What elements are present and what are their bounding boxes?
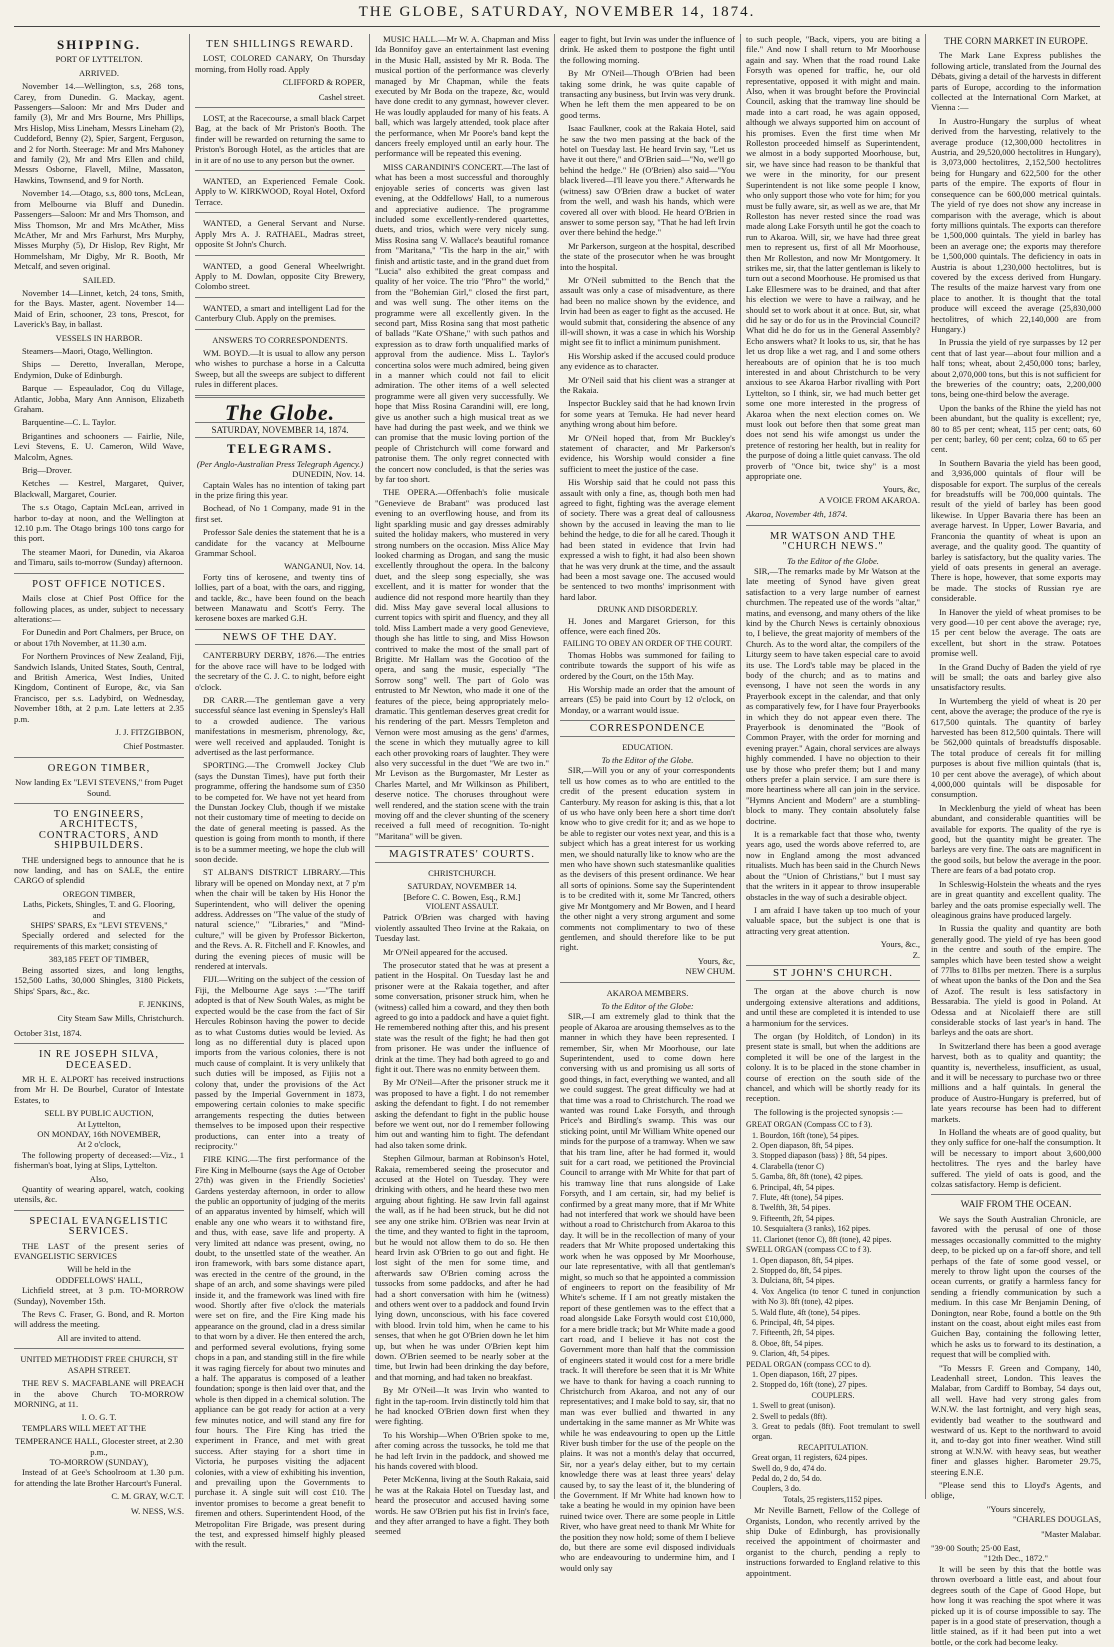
corn-paragraph: In Hanover the yield of wheat promises to be very good—10 per cent above the average; rye, 15 per cent below the average. The oats are excellent, but short in the straw. Potatoes promise well. xyxy=(931,606,1101,659)
shipping-heading: SHIPPING. xyxy=(56,37,142,52)
separator xyxy=(195,297,365,298)
letter-yours: Yours, &c, xyxy=(882,484,920,495)
court-text: Isaac Faulkner, cook at the Rakaia Hotel, said he saw the two men passing at the back of the hotel on Tuesday last. He heard Irvin say, "Let us have it out there," and O'Brien said—"No, we'll go behind the hedge." He (O'Brien) also said—"You black livered—I'll leave you there." Afterwards he (witness) saw O'Brien draw a bucket of water from the well, and wash his hands, which were covered all over with blood. He heard O'Brien in answer to some person say, "That he had left Irvin over there behind the hedge." xyxy=(560,123,735,238)
organ-stop: 3. Stopped diapason (bass) } 8ft, 54 pipes. xyxy=(752,1151,888,1161)
court-text: Inspector Buckley said that he had known Irvin for some years at Temuka. He had never heard anything wrong about him before. xyxy=(560,398,735,430)
evangelistic-invite: All are invited to attend. xyxy=(57,1332,141,1343)
column-1 xyxy=(14,34,184,1516)
recap-row: Couplers, 3 do. xyxy=(752,1484,801,1494)
separator xyxy=(931,1194,1101,1195)
post-signature: J. J. FITZGIBBON, xyxy=(115,726,184,737)
silva-at: At Lyttelton, xyxy=(77,1118,121,1129)
evangelistic-hall: ODDFELLOWS' HALL, xyxy=(55,1274,143,1285)
letter-text: SIR,—The remarks made by Mr Watson at the late meeting of Synod have given great satisfaction to a very large number of earnest churchmen. The repeated use of the words "altar," matins, and evensong, and many others of the like kind by the Church News is certainly obnoxious to, I believe, the great majority of members of the Church. As to the word altar, the compilers of the Liturgy seem to have taken especial care to avoid its use. The Lord's table may be placed in the body of the church; and as to matins and evensong, I have not seen the words in any Prayerbook except in the calendar, and that only as comparatively few, for I have four Prayerbooks in which they do not appear even there. The Prayerbook is denominated the "Book of Common Prayer, with the order for morning and evening prayer." Again, choral services are always highly commended. I have no objection to their use by those who prefer them; but I and many others prefer a plain service. I am sure there is more heartiness where all can join in the service. "Hymns Ancient and Modern" are a stumbling-block to many. They contain absolutely false doctrine. xyxy=(746,565,920,826)
shipping-note: The s.s Otago, Captain McLean, arrived in harbor to-day at noon, and the Wellington at 12.10 p.m. The Otago brings 100 tons cargo for this port. xyxy=(14,502,184,544)
oregon-heading: OREGON TIMBER, xyxy=(47,762,151,774)
letter-date: Akaroa, November 4th, 1874. xyxy=(746,509,848,520)
methodist-heading: UNITED METHODIST FREE CHURCH, ST ASAPH STREET. xyxy=(20,1354,178,1375)
waif-date: "12th Dec., 1872." xyxy=(983,1553,1049,1564)
organ-stop: 5. Wald flute, 4ft (tone), 54 pipes. xyxy=(752,1307,861,1317)
telegram-item: Professor Sale denies the statement that he is a candidate for the vacancy at Melbourne Grammar School. xyxy=(195,527,365,559)
news-heading: NEWS OF THE DAY. xyxy=(195,629,365,645)
court-text: His Worship said that he could not pass this assault with only a fine, as, though both men had agreed to fight, fighting was the average element of society. There was a great deal of callousness shown by the accused in leaving the man to lie behind the hedge, to die for all he cared. Though it had been stated in evidence that Irvin had expressed a wish to fight, it had also been shown that he was very drunk at the time, and the assault had been a most savage one. The accused would be sentenced to two months' imprisonment with hard labor. xyxy=(560,477,735,602)
watson-heading: MR WATSON AND THE "CHURCH NEWS." xyxy=(770,530,896,553)
letter-text: I am afraid I have taken up too much of your valuable space, but the subject is one that is attracting very great attention. xyxy=(746,904,920,936)
column-divider xyxy=(925,34,926,1499)
magistrates-heading: MAGISTRATES' COURTS. xyxy=(375,846,549,862)
magistrates-date: SATURDAY, NOVEMBER 14. xyxy=(407,881,517,892)
letter-signature: Z. xyxy=(912,949,920,960)
recap-row: Great organ, 11 registers, 624 pipes. xyxy=(752,1453,868,1463)
separator xyxy=(14,573,184,574)
silva-also: Also, xyxy=(89,1173,109,1184)
globe-title: The Globe. xyxy=(224,399,336,425)
silva-time: At 2 o'clock, xyxy=(77,1139,121,1150)
column-divider xyxy=(740,34,741,1499)
organ-stop: 1. Bourdon, 16ft (tone), 54 pipes. xyxy=(752,1130,859,1140)
letter-signature: A VOICE FROM AKAROA. xyxy=(818,494,920,505)
separator xyxy=(195,395,365,398)
drunk-text: H. Jones and Margaret Grierson, for this offence, were each fined 20s. xyxy=(560,615,735,636)
organ-stop: 4. Clarabella (tenor C) xyxy=(752,1161,824,1171)
recap-totals: Totals, 25 registers,1152 pipes. xyxy=(783,1494,883,1504)
sailed-entry: November 14—Linnet, ketch, 24 tons, Smith, for the Bays. Master, agent. November 14—Maid of Erin, schooner, 23 tons, Prescot, for Laverick's Bay, in ballast. xyxy=(14,287,184,330)
waif-paragraph: "Please send this to Lloyd's Agents, and oblige, xyxy=(931,1480,1101,1501)
waif-position: "39·00 South; 25·00 East, xyxy=(931,1543,1021,1554)
top-rule xyxy=(14,26,1100,27)
waif-paragraph: We says the South Australian Chronicle, are favored with the perusal of one of those messages occasionally committed to the mighty deep, to be picked up on a far-off shore, and tell perhaps of the fate of some good vessel, or merely to throw light upon the courses of the ocean currents, or gratify a harmless fancy for sending a friendly communication by such a medium. In this case Mr Benjamin Dening, of Donington, near Robe, found a bottle on the 9th instant on the coast, about eight miles east from Guichen Bay, containing the following letter, which he asks us to forward to its destination, a request that will be complied with. xyxy=(931,1213,1101,1360)
news-item: MISS CARANDINI'S CONCERT.—The last of what has been a most successful and thoroughly enjoyable series of concerts was given last evening, at the Oddfellows' Hall, to a numerous and appreciative audience. The programme included some excellently-rendered quartettes, duets, and trios, which were very nicely sung. Miss Rosina sang V. Wallace's beautiful romance from "Maritana," "Tis the harp in the air," with finish and artistic taste, and in the grand duet from "Lucia" also exhibited the great compass and quality of her voice. The trio "Phro'" the world," from the "Bohemian Girl," closed the first part, and was well sung. The other items on the programme were all excellently given. In the second part, Miss Rosina sang that most pathetic of ballads "Kate O'Shane," with such pathos and expression as to draw forth unqualified marks of approval from the audience. Miss L. Taylor's concertina solos were much admired, being given in a manner which could not fail to elicit admiration. The other items of a well selected programme were all given very successfully. We hope that Miss Rosina Carandini will, ere long, give us another such a high musical treat as we have had during the past week, and we think we can promise that the music loving portion of the people of Christchurch will come forward and patronise them. The only regret connected with the concert now concluded, is that the series was by far too short. xyxy=(375,161,549,485)
news-item: DR CARR.—The gentleman gave a very successful séance last evening in Spensley's Hall to a crowded audience. The various manifestations in mesmerism, phrenology, &c, were well received and applauded. Tonight is advertised as the last performance. xyxy=(195,694,365,757)
answers-heading: ANSWERS TO CORRESPONDENTS. xyxy=(212,334,348,345)
separator xyxy=(14,1043,184,1044)
engineers-heading: TO ENGINEERS, ARCHITECTS, CONTRACTORS, AND SHIPBUILDERS. xyxy=(38,809,160,852)
templars-tomorrow: TO-MORROW (SUNDAY), xyxy=(49,1456,149,1467)
methodist-text: THE REV S. MACFABLANE will PREACH in the above Church TO-MORROW MORNING, at 11. xyxy=(14,1378,184,1409)
letter-text: It is a remarkable fact that those who, twenty years ago, used the words above referred to, are now in England among the most advanced ritualists. Much has been said in the Church News about the "Union of Christians," but I must say that the writers in it appear to throw insuperable obstacles in the way of such a desirable object. xyxy=(746,829,920,902)
waif-signature-title: "Master Malabar. xyxy=(1041,1528,1101,1539)
globe-date: SATURDAY, NOVEMBER 14, 1874. xyxy=(195,422,365,438)
separator xyxy=(746,525,920,526)
waif-paragraph: It will be seen by this that the bottle was thrown overboard a little east, and about four degrees south of the Cape of Good Hope, but how long it was reaching the spot where it was picked up it is of course impossible to say. The paper is in a good state of preservation, though a little stained, as if it had been put into a wet bottle, or the cork had become leaky. xyxy=(931,1563,1101,1647)
separator xyxy=(14,803,184,804)
corn-paragraph: In Holland the wheats are of good quality, but they only suffice for one-half the consumption. It will be necessary to import about 3,600,000 hectolitres. The ryes and the barley have suffered. The yield of oats is good, and the colzas satisfactory. Hemp is deficient. xyxy=(931,1127,1101,1190)
evangelistic-heading: SPECIAL EVANGELISTIC SERVICES. xyxy=(29,1215,169,1238)
akaroa-heading: AKAROA MEMBERS. xyxy=(606,987,689,998)
laths-line: Laths, Pickets, Shingles, T. and G. Flooring, xyxy=(23,899,175,910)
silva-apparel: Quantity of wearing apparel, watch, cooking utensils, &c. xyxy=(14,1184,184,1205)
organ-stop: 5. Gamba, 8ft, 8ft (tone), 42 pipes. xyxy=(752,1172,863,1182)
feet-line: 383,185 FEET OF TIMBER, xyxy=(48,954,150,965)
harbor-entry: Brigantines and schooners — Fairlie, Nile, Levi Stevens, E. U. Cameron, Wild Wave, Malcolm, Agnes. xyxy=(14,430,184,462)
oct-date: October 31st, 1874. xyxy=(14,1027,82,1038)
masthead: THE GLOBE, SATURDAY, NOVEMBER 14, 1874. xyxy=(358,4,756,20)
corn-paragraph: In Schleswig-Holstein the wheats and the ryes are in great quantity and excellent quality. The barley and the oats promise especially well. The oleaginous grains have produced largely. xyxy=(931,878,1101,920)
organ-stop: 8. Oboe, 8ft, 54 pipes. xyxy=(752,1338,824,1348)
court-text: His Worship asked if the accused could produce any evidence as to character. xyxy=(560,350,735,372)
reward-text: LOST, COLORED CANARY, On Thursday morning, from Holly road. Apply xyxy=(195,53,365,74)
feet-text: Being assorted sizes, and long lengths, 152,500 Laths, 30,000 Shingles, 3180 Pickets, Ships' Spars, &c., &c. xyxy=(14,964,184,996)
court-text: By Mr O'Neil—Though O'Brien had been taking some drink, he was quite capable of transacting any business, but Irvin was very drunk. When he left them the men appeared to be on good terms. xyxy=(560,68,735,120)
great-organ-list xyxy=(746,1131,920,1245)
court-text: Stephen Gilmour, barman at Robinson's Hotel, Rakaia, remembered seeing the prosecutor and accused at the Hotel on Tuesday. They were drinking with others, and he heard these two men arguing about fighting. He saw Irvin fall against the wall, as if he had been struck, but he did not see any one strike him. O'Brien was near Irvin at the time, and they wanted to fight in the taproom, but he would not allow them to do so. He then heard Irvin ask O'Brien to go out and fight. He lost sight of the men for some time, and afterwards saw O'Brien coming across the tussocks from some paddocks, and after he had had a short conversation with him he (witness) and others went over to a paddock and found Irvin lying down, unconscious, with his face covered with blood. Irvin told him, when he came to his senses, that when he got O'Brien down he let him up, but when he was under O'Brien kept him down. O'Brien seemed to be nearly sober at the time, but Irwin had been drinking the day before, and that morning, and had taken no breakfast. xyxy=(375,1153,549,1382)
st-johns-heading: ST JOHN'S CHURCH. xyxy=(746,965,920,981)
organ-stop: 6. Principal, 4ft, 54 pipes. xyxy=(752,1182,835,1192)
recap-heading: RECAPITULATION. xyxy=(798,1442,868,1452)
corn-paragraph: In Southern Bavaria the yield has been good, and 3,936,000 quintals of flour will be disposable for export. The surplus of the cereals for breadstuffs will be 700,000 quintals. The result of the yield of barley has been good likewise. In Upper Bavaria there has been an average harvest. In Upper, Lower Bavaria, and Franconia the quantity of wheat is upon an average, and the quality good. The quantity of barley is satisfactory, but the quality varies. The yield of oats presents in general an average. There is hope, however, that some exports may be made. The stocks of Russian rye are considerable. xyxy=(931,457,1101,604)
evangelistic-text: THE LAST of the present series of EVANGELISTIC SERVICES xyxy=(14,1240,184,1262)
correspondence-heading: CORRESPONDENCE xyxy=(560,720,735,736)
corn-paragraph: Upon the banks of the Rhine the yield has not been abundant, but the quality is excellent; rye, 80 to 85 per cent; wheat, 115 per cent; oats, 60 per cent; barley, 60 per cent; colza, 60 to 65 per cent. xyxy=(931,402,1101,455)
letter-text: SIR,—Will you or any of your correspondents tell us how comes as to who are entitled to the credit of the present education system in Canterbury. My reason for asking is this, that a lot of us who have only been here a short time don't know who to give credit for it; and as we hope to be able to register our votes next year, and this is a subject which has a great interest for us working men, we should naturally like to know who are the men who have shown such statesmanlike qualities as the devisers of this present ordinance. We hear all sorts of opinions. Some say the Superintendent is to be credited with it, some Mr Tancred, others give Mr Montgomery and Mr Bowen, and I heard the other night a very strong argument and some comments not complimentary to two of these gentlemen, and should therefore like to be put right. xyxy=(560,765,735,953)
fail-text: His Worship made an order that the amount of arrears (£5) be paid into Court by 12 o'clock, on Monday, or a warrant would issue. xyxy=(560,683,735,715)
recap-list xyxy=(746,1453,920,1495)
oregon-text: Now landing Ex "LEVI STEVENS," from Puget Sound. xyxy=(15,777,183,798)
jenkins-signature: F. JENKINS, xyxy=(138,998,184,1009)
akaroa-to: To the Editor of the Globe: xyxy=(601,1000,694,1011)
swell-organ-list xyxy=(746,1256,920,1360)
organ-stop: 4. Vox Angelica (to tenor C tuned in conjunction with No 3). 8ft (tone), 42 pipes. xyxy=(752,1286,920,1307)
evangelistic-held: Will be held in the xyxy=(67,1264,131,1275)
organ-stop: 11. Clarionet (tenor C), 8ft (tone), 42 pipes. xyxy=(752,1234,892,1244)
corn-paragraph: In Switzerland there has been a good average harvest, both as to quality and quantity; the quantity is, nevertheless, insufficient, as usual, and it will be necessary to purchase two or three millions and a half quintals. In general the produce of Austro-Hungary is preferred, but of late years recourse has been had to different markets. xyxy=(931,1040,1101,1124)
letter-text: to such people, "Back, vipers, you are biting a file." And now I shall return to Mr Moorhouse again and say. When that the road round Lake Forsyth was opened for traffic, he, our old representative, opposed it with might and main. Also, when it was brought before the Provincial Council, asking that the tramway line should be made into a cart road, he was again opposed, although we always supported him on account of his promises. Even the first time when Mr Rolleston proceeded himself as Superintendent, we almost in a body supported Moorhouse, but, sir, we have since had reason to be thankful that we were in the minority, for our present Superintendent is not like some people I know, who only support those who vote for him; for you must be fully aware, sir, as well as we are, that Mr Rolleston has never rested since the road was made along Lake Forsyth until he got the coach to run to Akaroa. Will, sir, we have had three great men to represent us, first of all Mr Moorhouse, then Mr Rolleston, and now Mr Montgomery. It strikes me, sir, that the latter gentleman is likely to turn out a second Moorhouse. He promised us that Lake Ellesmere was to be drained, and that after his election we were to have a railway, and he should set to work about it at once. But, sir, what did he say or do for us in the Provincial Council? What did he do for us in the General Assembly? Echo answers what? It looks to us, sir, that he has let us drop like a wet rag, and I and some others hereabouts are of opinion that he is too much interested in and about Christchurch to be very anxious to see Akaroa Harbor rivalling with Port Lyttelton, so I think, sir, we had much better get some one more interested in the progress of Akaroa when the next election comes on. We must look out before then that some great man does not send his wife amongst us under the pretence of restoring her health, but in reality for the purpose of doing a little quiet canvass. The old proverb of "Once bit, twice shy" is a most appropriate one. xyxy=(746,34,920,482)
corn-paragraph: In Prussia the yield of rye surpasses by 12 per cent that of last year—about four million and a half tons; wheat, about 2,450,000 tons; barley, about 2,070,000 tons, but this is not sufficient for the breweries of the country; oats, 2,200,000 tons, being one-third below the average. xyxy=(931,337,1101,400)
recap-row: Swell do, 9 do, 474 do. xyxy=(752,1463,827,1473)
telegram-dateline: WANGANUI, Nov. 14. xyxy=(284,561,365,572)
arrival-entry: November 14.—Otago, s.s, 800 tons, McLean, from Melbourne via Bluff and Dunedin. Passengers—Saloon: Mr and Mrs Thomson, and Miss Thomson, Mr and Mrs McAther, Miss McAther, Mr and Mrs Farhurst, Mrs Murphy, Misses Murphy (5), Dr Hislop, Rev Right, Mr Hommelsham, Mr Digby, Mr R. Booth, Mr Metcalf, and seven original. xyxy=(14,188,184,272)
corn-paragraph: In the Grand Duchy of Baden the yield of rye will be small; the oats and barley give also unsatisfactory results. xyxy=(931,661,1101,693)
column-divider xyxy=(189,34,190,1499)
court-text: Patrick O'Brien was charged with having violently assaulted Theo Irvine at the Rakaia, on Tuesday last. xyxy=(375,912,549,944)
harbor-entry: Ketches — Kestrel, Margaret, Quiver, Blackwall, Margaret, Courier. xyxy=(14,478,184,499)
coupler: 1. Swell to great (unison). xyxy=(752,1401,836,1411)
telegram-item: Captain Wales has no intention of taking part in the prize firing this year. xyxy=(195,479,365,500)
templars-signature: W. NESS, W.S. xyxy=(130,1505,184,1516)
magistrates-before: [Before C. C. Bowen, Esq., R.M.] xyxy=(403,891,521,902)
organ-stop: 3. Dulciana, 8ft, 54 pipes. xyxy=(752,1276,835,1286)
reward-heading: TEN SHILLINGS REWARD. xyxy=(206,39,354,50)
court-text: Mr O'Neil hoped that, from Mr Buckley's statement of character, and Mr Parkerson's evidence, his Worship would consider a fine sufficient to meet the justice of the case. xyxy=(560,432,735,474)
column-2 xyxy=(195,34,365,1550)
organ-stop: 2. Open diapason, 8ft, 54 pipes. xyxy=(752,1141,854,1151)
organ-stop: 7. Fifteenth, 2ft, 54 pipes. xyxy=(752,1328,835,1338)
news-item: THE OPERA.—Offenbach's folie musicale "Genevieve de Brabant" was produced last evening to an overflowing house, and from its light sparkling music and gay dresses admirably suited the holiday makers, who mustered in very strong numbers on the occasion. Miss Alice May looked charming as Drogan, and sang the music excellently throughout the opera. In the balcony duet, and the sleep song especially, she was excellent, and it is matter for wonder that the audience did not respond more heartily than they did. Miss May gave several local allusions to current topics with spirit and fluency, and they all told. Miss Lambert made a very good Genevieve, though she has little to sing, and Miss Howson contrived to make the most of the small part of Brigitte. Mr Hallam was the Gocotioo of the opera, and sang the music, especially "The Sorrow song" well. The part of Golo was entrusted to Mr Newton, who made it one of the features of the piece, being appropriately melo-dramatic. This gentleman deserves great credit for his rendering of the part. Messrs Templeton and Vernon were most amusing as the gens' d'armes, the scene in which they mutually agree to kill each other provoking roars of laughter. They were also very successful in the duet "We are two in." Mr Levison as the Burgomaster, Mr Lester as Charles Martel, and Mr Wilkinson as Philibert, deserve notice. The choruses throughout were well rendered, and the station scene with the train moving off and the clever shunting of the scenery received a full meed of recognition. To-night "Maritana" will be given. xyxy=(375,487,549,841)
separator xyxy=(195,329,365,330)
column-5 xyxy=(746,34,920,1578)
silva-heading: IN RE JOSEPH SILVA, DECEASED. xyxy=(39,1049,159,1071)
court-text: To his Worship—When O'Brien spoke to me, after coming across the tussocks, he told me that he had left Irvin in the paddock, and showed me his hands covered with blood. xyxy=(375,1429,549,1472)
post-entry: For Dunedin and Port Chalmers, per Bruce, on or about 17th November, at 11.30 a.m. xyxy=(14,627,184,648)
waif-yours: "Yours sincerely, xyxy=(986,1503,1046,1514)
separator xyxy=(560,982,735,983)
harbor-heading: VESSELS IN HARBOR. xyxy=(55,332,143,343)
court-text: By Mr O'Neil—After the prisoner struck me it was proposed to have a fight. I do not remember asking the defendant to fight. I do not remember asking the defendant to fight in the public house before we went out, nor do I remember following him out and wanting him to fight. The defendant had also taken some drink. xyxy=(375,1077,549,1150)
spars-text: Specially ordered and selected for the requirements of this market; consisting of xyxy=(14,930,184,951)
spars-line: SHIPS' SPARS, Ex "LEVI STEVENS," xyxy=(30,920,168,931)
telegrams-sub: (Per Anglo-Australian Press Telegraph Agency.) xyxy=(196,458,364,469)
answers-text: WM. BOYD.—It is usual to allow any person who wishes to purchase a horse in a Calcutta Sweep, but all the sweeps are subject to different rules in different places. xyxy=(195,347,365,390)
column-3 xyxy=(375,34,549,1537)
wanted-ad: WANTED, an Experienced Female Cook. Apply to W. KIRKWOOD, Royal Hotel, Oxford Terrace. xyxy=(195,176,365,207)
arrived-heading: ARRIVED. xyxy=(79,67,119,78)
organ-stop: 10. Sesquialtera (3 ranks), 162 pipes. xyxy=(752,1224,871,1234)
telegram-dateline: DUNEDIN, Nov. 14. xyxy=(292,469,365,480)
organ-stop: 6. Principal, 4ft, 54 pipes. xyxy=(752,1317,835,1327)
corn-paragraph: In Austro-Hungary the surplus of wheat derived from the harvesting, relatively to the average produce (12,300,000 hectolitres in Austria, and 29,520,000 hectolitres in Hungary), is 3,073,000 hectolitres, 2,152,500 hectolitres being for Hungary and 622,500 for the other parts of the empire. The exports of flour in consequence can be 600,000 metrical quintals. The yield of rye does not show any increase in comparison with the average, which is about forty millions quintals. The exports can therefore be 1,500,000 quintals. The yield in barley has been an average one; the exports may therefore be 1,500,000 quintals. The deficiency in oats in Austria is about 1,230,000 hectolitres, but is covered by the excess derived from Hungary. The results of the maize harvest vary from one place to another. It is thought that the total produce will exceed the average (25,830,000 hectolitres, of which 22,140,000 are from Hungary.) xyxy=(931,115,1101,334)
watson-to: To the Editor of the Globe. xyxy=(787,555,879,566)
corn-paragraph: In Russia the quality and quantity are both generally good. The yield of rye has been good in the centre and south of the empire. The samples which have been tested show a weight of 77lbs to 81lbs per metzen. There is a surplus of wheat upon the banks of the Don and the Sea of Azof. The result is less satisfactory in Bessarabia. The yield is good in Poland. At Odessa and at Nicolaieff there are still considerable stocks of last year's in hand. The barleys and the oats are short. xyxy=(931,923,1101,1038)
couplers-heading: COUPLERS. xyxy=(811,1390,855,1400)
organ-stop: 7. Flute, 4ft (tone), 54 pipes. xyxy=(752,1193,844,1203)
news-item: SPORTING.—The Cromwell Jockey Club (says the Dunstan Times), have put forth their programme, offering the handsome sum of £350 to be competed for. We have not yet heard from the Dunstan Jockey Club, though if we mistake not their customary time of meeting to decide on the date of general meeting is passed. As the question is going from month to month, if there is to be a summer meeting, we hope the club will soon decide. xyxy=(195,760,365,864)
reward-address: Cashel street. xyxy=(318,91,365,102)
organ-stop: 1. Open diapason, 8ft, 54 pipes. xyxy=(752,1255,854,1265)
separator xyxy=(14,757,184,758)
organ-stop: 2. Stopped do, 16ft (tone), 27 pipes. xyxy=(752,1380,868,1390)
letter-text: SIR,—I am extremely glad to think that the people of Akaroa are arousing themselves as to the manner in which they have been represented. I remember, Sir, when Mr Moorhouse, our late Superintendent, used to come down here conversing with us and promising us all sorts of good things, in fact, everything we wanted, and all we could suggest. The great difficulty we had at that time was a road to Christchurch. The road we wanted was round Lake Forsyth, and through Price's and Birdling's swamp. This was our sticking point, until Mr William White opened our minds for the purpose of a tramway. When we saw that his tram line, after he had formed it, would suit for a cart road, we petitioned the Provincial Council to arrange with Mr White for that part of his tramway line that runs alongside of Lake Forsyth, and I am certain, sir, had my belief is confirmed by a great many more, that if Mr White had not interfered that work we should have been without a road to Christchurch from Akaroa to this day. It will be in the recollection of many of your readers that Mr White proposed undertaking this work when he was opposed by Mr Moorhouse, our late representative, with all that gentleman's might, so much so that he appointed a commission of engineers to report on the feasibility of Mr White's scheme. If I am not greatly mistaken the report of these gentlemen was to the effect that a road alongside Lake Forsyth would cost £10,000, for a mere bridle track; but Mr White made a good cart road, and I believe it has not cost the Government more than half that the commission of engineers stated it would cost for a mere bridle track. It will therefore be seen that it is Mr White we have to thank for having a coach running to Christchurch from Akaroa, and not any of our representatives; and I make bold to say, sir, that no man was ever bullied and thwarted in any undertaking in the same manner as Mr White was while he was endeavouring to open up the Little River bush timber for the use of the people on the plains. It was not a month's delay that occurred, Sir, nor a year's delay either, but to my certain knowledge there was at least three years' delay caused by, to say the least of it, the blundering of the Government. If Mr White had known how to take a beating he would in my opinion have been ruined twice over. There are some people in Little River, who have great need to thank Mr White for the position they now hold; some of them I believe do, but there are some evil disposed individuals who are endeavouring to undermine him, and I would only say xyxy=(560,1011,735,1573)
organ-stop: 9. Clarion, 4ft, 54 pipes. xyxy=(752,1349,830,1359)
church-text: The following is the projected synopsis :— xyxy=(754,1106,903,1117)
harbor-entry: Barquentine—C. L. Taylor. xyxy=(22,417,116,428)
news-item: FIJI.—Writing on the subject of the cession of Fiji, the Melbourne Age says :—"The tariff adopted is that of New South Wales, as might be expected would be the case from the fact of Sir Hercules Robinson having the power to decide as to what Customs duties would be levied. As long as no differential duty is placed upon imports from the various colonies, there is not much cause of complaint. It is very unlikely that such duties will be imposed, as Fijiis not a colony that, under the provisions of the Act passed by the Imperial Government in 1873, empowering certain colonies to make specific arrangements respecting the duties between themselves to be imposed upon their respective productions, can enter into a treaty of reciprocity." xyxy=(195,974,365,1151)
pedal-organ-heading: PEDAL ORGAN (compass CCC to d). xyxy=(746,1359,872,1369)
recap-row: Pedal do, 2 do, 54 do. xyxy=(752,1474,822,1484)
church-text: Mr Neville Barnett, Fellow of the College of Organists, London, who recently arrived by the ship Duke of Edinburgh, has provisionally received the appointment of choirmaster and organist to the church, pending a reply to instructions forwarded to England relative to this appointment. xyxy=(746,1505,920,1578)
jenkins-address: City Steam Saw Mills, Christchurch. xyxy=(57,1013,184,1024)
church-text: The organ (by Holditch, of London) in its present state is small, but when the additions are completed it will be one of the largest in the colony. It is to be placed in the stone chamber in course of erection on the south side of the chancel, and which will be shortly ready for its reception. xyxy=(746,1030,920,1104)
corn-paragraph: In Wurtemberg the yield of wheat is 20 per cent, above the average; the produce of the rye is 617,500 quintals. The quantity of barley harvested has been 812,500 quintals. There will be 562,000 quintals of breadstuffs disposable. The total produce of cereals fit for milling purposes is about five million quintals (that is, 10 per cent above the average), of which about 4,000,000 quintals will be disposable for consumption. xyxy=(931,695,1101,800)
post-signature-title: Chief Postmaster. xyxy=(123,741,184,752)
separator xyxy=(195,212,365,213)
arrival-entry: November 14.—Wellington, s.s, 268 tons, Carey, from Dunedin. G. Mackay, agent. Passengers—Saloon: Mr and Mrs Duder and family (3), Mr and Mrs Bourne, Mrs Phillips, Mrs Hislop, Miss Lineham, Messrs Lineham (2), Cuddeford, Benny (2), Spier, Sargent, Ferguson, and 2 for North. Steerage: Mr and Mrs Mahoney and family (2), Mr and Mrs Ellen and child, Messrs Osborne, Flavell, Milne, Massaton, Hawkins, Townsend, and 9 for North. xyxy=(14,81,184,185)
waif-signature: "CHARLES DOUGLAS, xyxy=(1012,1514,1101,1525)
wanted-ad: WANTED, a good General Wheelwright. Apply to M. Dowlan, opposite City Brewery, Colombo street. xyxy=(195,260,365,292)
templars-hall: TEMPERANCE HALL, Glocester street, at 2.30 p.m., xyxy=(14,1436,184,1457)
evangelistic-when: Lichfield street, at 3 p.m. TO-MORROW (Sunday), November 15th. xyxy=(14,1285,184,1306)
column-divider xyxy=(369,34,370,1499)
oregon-timber: OREGON TIMBER, xyxy=(62,888,136,899)
organ-stop: 9. Fifteenth, 2ft, 54 pipes. xyxy=(752,1213,835,1223)
post-entry: Mails close at Chief Post Office for the following places, as under, subject to necessary alterations:— xyxy=(14,593,184,624)
great-organ-heading: GREAT ORGAN (Compass CC to f 3). xyxy=(746,1120,873,1130)
reward-signature: CLIFFORD & ROPER, xyxy=(282,77,365,88)
sailed-heading: SAILED. xyxy=(82,274,116,285)
silva-text: MR H. E. ALPORT has received instructions from Mr H. De Bourbel, Curator of Intestate Estates, to xyxy=(14,1073,184,1105)
court-text: Mr O'Neil said that his client was a stranger at the Rakaia. xyxy=(560,374,735,395)
post-entry: For Northern Provinces of New Zealand, Fiji, Sandwich Islands, United States, South, Central, and British America, West Indies, United Kingdom, Continent of Europe, &c, via San Francisco, per s.s. Ladybird, on Wednesday, November 18th, at 2 p.m. Late letters at 2.35 p.m. xyxy=(14,651,184,724)
harbor-entry: Barque — Espeaulador, Coq du Village, Atlantic, Jobba, Mary Ann Annison, Elizabeth Graham. xyxy=(14,383,184,414)
silva-property: The following property of deceased:—Viz., 1 fisherman's boat, lying at Slips, Lyttelton. xyxy=(14,1149,184,1171)
iogt-heading: I. O. G. T. xyxy=(81,1412,117,1423)
drunk-heading: DRUNK AND DISORDERLY. xyxy=(597,605,698,615)
magistrates-sub: CHRISTCHURCH. xyxy=(428,867,496,878)
court-text: Mr Parkerson, surgeon at the hospital, described the state of the prosecutor when he was brought into the hospital. xyxy=(560,240,735,272)
shipping-note: The steamer Maori, for Dunedin, via Akaroa and Timaru, sails to-morrow (Sunday) afternoon. xyxy=(14,546,184,568)
corn-paragraph: The Mark Lane Express publishes the following article, translated from the Journal des Débats, giving a detail of the harvests in different parts of Europe, according to the information collected at the International Corn Market, at Vienna :— xyxy=(931,50,1101,113)
education-heading: EDUCATION. xyxy=(622,741,673,752)
court-text: Mr O'Neil submitted to the Bench that the assault was only a case of misadventure, as there had been no malice shown by the evidence, and Irvin had been as eager to fight as the accused. He would submit that, considering the absence of any ill-will shown, it was a case in which his Worship might see fit to inflict a minimum punishment. xyxy=(560,274,735,348)
coupler: 3. Great to pedals (8ft). Foot tremulant to swell organ. xyxy=(752,1422,920,1442)
news-item: FIRE KING.—The first performance of the Fire King in Melbourne (says the Age of October 27th) was given in the Friendly Societies' Gardens yesterday afternoon, in order to allow the public an opportunity of judging of the merits of an apparatus invented by himself, which will enable any one who wears it to withstand fire, and thus, with ease, save life and property. A very limited att ndance was present, owing, no doubt, to the unsettled state of the weather. An iron framework, with bars some distance apart, was erected in the centre of the ground, in the shape of an arch, and some shavings were piled inside it, and the framework was lined with fire wood. Shortly after five o'clock the materials were set on fire, and the Fire King made his appearance on the ground, clad in a dress similar to that worn by a diver. He then entered the arch, and performed several evolutions, frying some chops in a pan, and standing still in the fire while it was raging fiercely for about two minutes and a half. The apparatus is composed of a leather foundation; sponge is then laid over that, and the whole is then dipped in a chemical solution. The appliance can be got ready for action at a very few minutes notice, and will stand any fire for four hours. The Fire King has tried the experiment in France, and met with great success. After staying for a short time in Victoria, he purposes visiting the adjacent colonies, with a view of exhibiting his invention, and prevailing upon the Governments to purchase it. A single suit will cost £10. The inventor promises to become a great benefit to firemen and others. Superintendent Hood, of the Metropolitan Fire Brigade, was present during the test, and expressed himself highly pleased with the result. xyxy=(195,1154,365,1550)
corn-market-heading: THE CORN MARKET IN EUROPE. xyxy=(944,37,1088,47)
letter-signature: NEW CHUM. xyxy=(685,966,735,977)
waif-paragraph: "To Messrs F. Green and Company, 140, Leadenhall street, London. This leaves the Malabar, from Cardiff to Bombay, 54 days out, all well. Have had very strong gales from W.N.W. the last fortnight, and very high seas, evidently bad weather to the southward and westward of us. Kept to the northward to avoid it, and to-day got into finer weather. Wind still strong at W.N.W. with heavy seas, but weather finer and glasses higher. Barometer 29.75, steering E.N.E. xyxy=(931,1362,1101,1477)
court-text: Peter McKenna, living at the South Rakaia, said he was at the Rakaia Hotel on Tuesday last, and heard the prosecutor and accused having some words. He saw O'Brien put his fist in Irvin's face, and they after arranged to have a fight. They both seemed xyxy=(375,1474,549,1537)
court-text: Mr O'Neil appeared for the accused. xyxy=(383,946,508,957)
column-6 xyxy=(931,34,1101,1647)
separator xyxy=(195,170,365,171)
templars-instead: Instead of at Gee's Schoolroom at 1.30 p.m. for attending the late Brother Harcourt's Funeral. xyxy=(14,1467,184,1488)
column-4 xyxy=(560,34,735,1573)
news-item: MUSIC HALL.—Mr W. A. Chapman and Miss Ida Bonnifoy gave an entertainment last evening in the Music Hall, assisted by Mr R. Boda. The musical portion of the performance was cleverly managed by Mr Chapman, while the feats executed by Mr Boda on the trapeze, &c, would have done credit to any gymnast, however clever. He was loudly applauded for many of his feats. A ball, which was largely attended, took place after the performance, when Mr Poore's band kept the dancers freely employed until an early hour. The performance will be repeated this evening. xyxy=(375,34,549,159)
lost-ad: LOST, at the Racecourse, a small black Carpet Bag, at the back of Mr Priston's Booth. The finder will be rewarded on returning the same to Priston's Borough Hotel, as the articles that are in it are of no use to any person but the owner. xyxy=(195,113,365,165)
court-text: By Mr O'Neil—It was Irvin who wanted to fight in the tap-room. Irvin distinctly told him that he had knocked O'Brien down first when they were fighting. xyxy=(375,1385,549,1427)
court-text: The prosecutor stated that he was at present a patient in the Hospital. On Tuesday last he and prisoner were at the Rakaia together, and after some conversation, prisoner struck him, when he (witness) called him a coward, and they then both agreed to go into a paddock and have a quiet fight. He remembered nothing after this, and his present state was the result of the fight; he had then got from prisoner. He was under the influence of drink at the time. They had both agreed to go and fight it out. There was no enmity between them. xyxy=(375,959,549,1074)
telegrams-heading: TELEGRAMS. xyxy=(226,441,334,457)
pedal-organ-list xyxy=(746,1370,920,1391)
telegram-item: Forty tins of kerosene, and twenty tins of lollies, part of a boat, with the oars, and rigging, and tackle, &c., have been found on the beach between Manawatu and Scott's Ferry. The kerosene boxes are marked G.H. xyxy=(195,571,365,624)
letter-yours: Yours, &c., xyxy=(880,939,920,950)
organ-stop: 1. Open diapason, 16ft, 27 pipes. xyxy=(752,1369,858,1379)
port-heading: PORT OF LYTTELTON. xyxy=(55,54,143,65)
violent-assault-heading: VIOLENT ASSAULT. xyxy=(425,901,499,911)
church-text: The organ at the above church is now undergoing extensive alterations and additions, and until these are completed it is intended to use a harmonium for the services. xyxy=(746,986,920,1028)
wanted-ad: WANTED, a smart and intelligent Lad for the Canterbury Club. Apply on the premises. xyxy=(195,302,365,324)
harbor-entry: Brig—Drover. xyxy=(22,465,72,476)
harbor-entry: Ships — Deretto, Inverallan, Merope, Endymion, Duke of Edinburgh. xyxy=(14,359,184,380)
separator xyxy=(195,255,365,256)
engineers-text: THE undersigned begs to announce that he is now landing, and has on SALE, the entire CARGO of splendid xyxy=(14,854,184,886)
harbor-entry: Steamers—Maori, Otago, Wellington. xyxy=(22,345,153,356)
court-text: eager to fight, but Irvin was under the influence of drink. He asked them to postpone the fight until the following morning. xyxy=(560,34,735,65)
separator xyxy=(14,1348,184,1349)
waif-heading: WAIF FROM THE OCEAN. xyxy=(960,1200,1072,1211)
couplers-list xyxy=(746,1401,920,1443)
corn-paragraph: In Mecklenburg the yield of wheat has been abundant, and considerable quantities will be available for exports. The quality of the rye is good, but the quantity might be greater. The barleys are very fine. The oats are magnificent in the good soils, but below the average in the poor. There are fears of a bad potato crop. xyxy=(931,802,1101,876)
templars-text: TEMPLARS WILL MEET AT THE xyxy=(22,1422,147,1433)
separator xyxy=(195,107,365,108)
wanted-ad: WANTED, a General Servant and Nurse. Apply Mrs A. J. RATHAEL, Madras street, opposite St John's Church. xyxy=(195,218,365,250)
coupler: 2. Swell to pedals (8ft). xyxy=(752,1411,828,1421)
fail-text: Thomas Hobbs was summoned for failing to contribute towards the support of his wife as ordered by the Court, on the 15th May. xyxy=(560,649,735,681)
and-line: and xyxy=(92,909,106,920)
letter-yours: Yours, &c, xyxy=(697,955,735,966)
organ-stop: 8. Twelfth, 3ft, 54 pipes. xyxy=(752,1203,831,1213)
telegram-item: Bochead, of No 1 Company, made 91 in the first set. xyxy=(195,503,365,524)
news-item: CANTERBURY DERBY, 1876.—The entries for the above race will have to be lodged with the secretary of the C. J. C. to night, before eight o'clock. xyxy=(195,650,365,692)
silva-sell: SELL BY PUBLIC AUCTION, xyxy=(44,1108,154,1119)
fail-heading: FAILING TO OBEY AN ORDER OF THE COURT. xyxy=(562,639,733,649)
evangelistic-revs: The Revs C. Fraser, G. Bond, and R. Morton will address the meeting. xyxy=(14,1309,184,1330)
silva-date: ON MONDAY, 16th NOVEMBER, xyxy=(37,1128,161,1139)
separator xyxy=(14,1210,184,1211)
post-office-heading: POST OFFICE NOTICES. xyxy=(32,578,166,590)
swell-organ-heading: SWELL ORGAN (compass CC to f 3). xyxy=(746,1245,872,1255)
education-to: To the Editor of the Globe. xyxy=(601,755,694,765)
organ-stop: 2. Stopped do, 8ft, 54 pipes. xyxy=(752,1265,842,1275)
column-divider xyxy=(554,34,555,1499)
templars-signature: C. M. GRAY, W.C.T. xyxy=(111,1491,184,1502)
news-item: ST ALBAN'S DISTRICT LIBRARY.—This library will be opened on Monday next, at 7 p'm when the chair will be taken by His Honor the Superintendent, who will deliver the opening address. Addresses on "The value of the study of natural science," "Libraries," and "Mind-culture," will be given by Professor Bickerton, and the Revs. A. R. Fitchell and F. Knowles, and during the evening pieces of music will be rendered at intervals. xyxy=(195,867,365,972)
